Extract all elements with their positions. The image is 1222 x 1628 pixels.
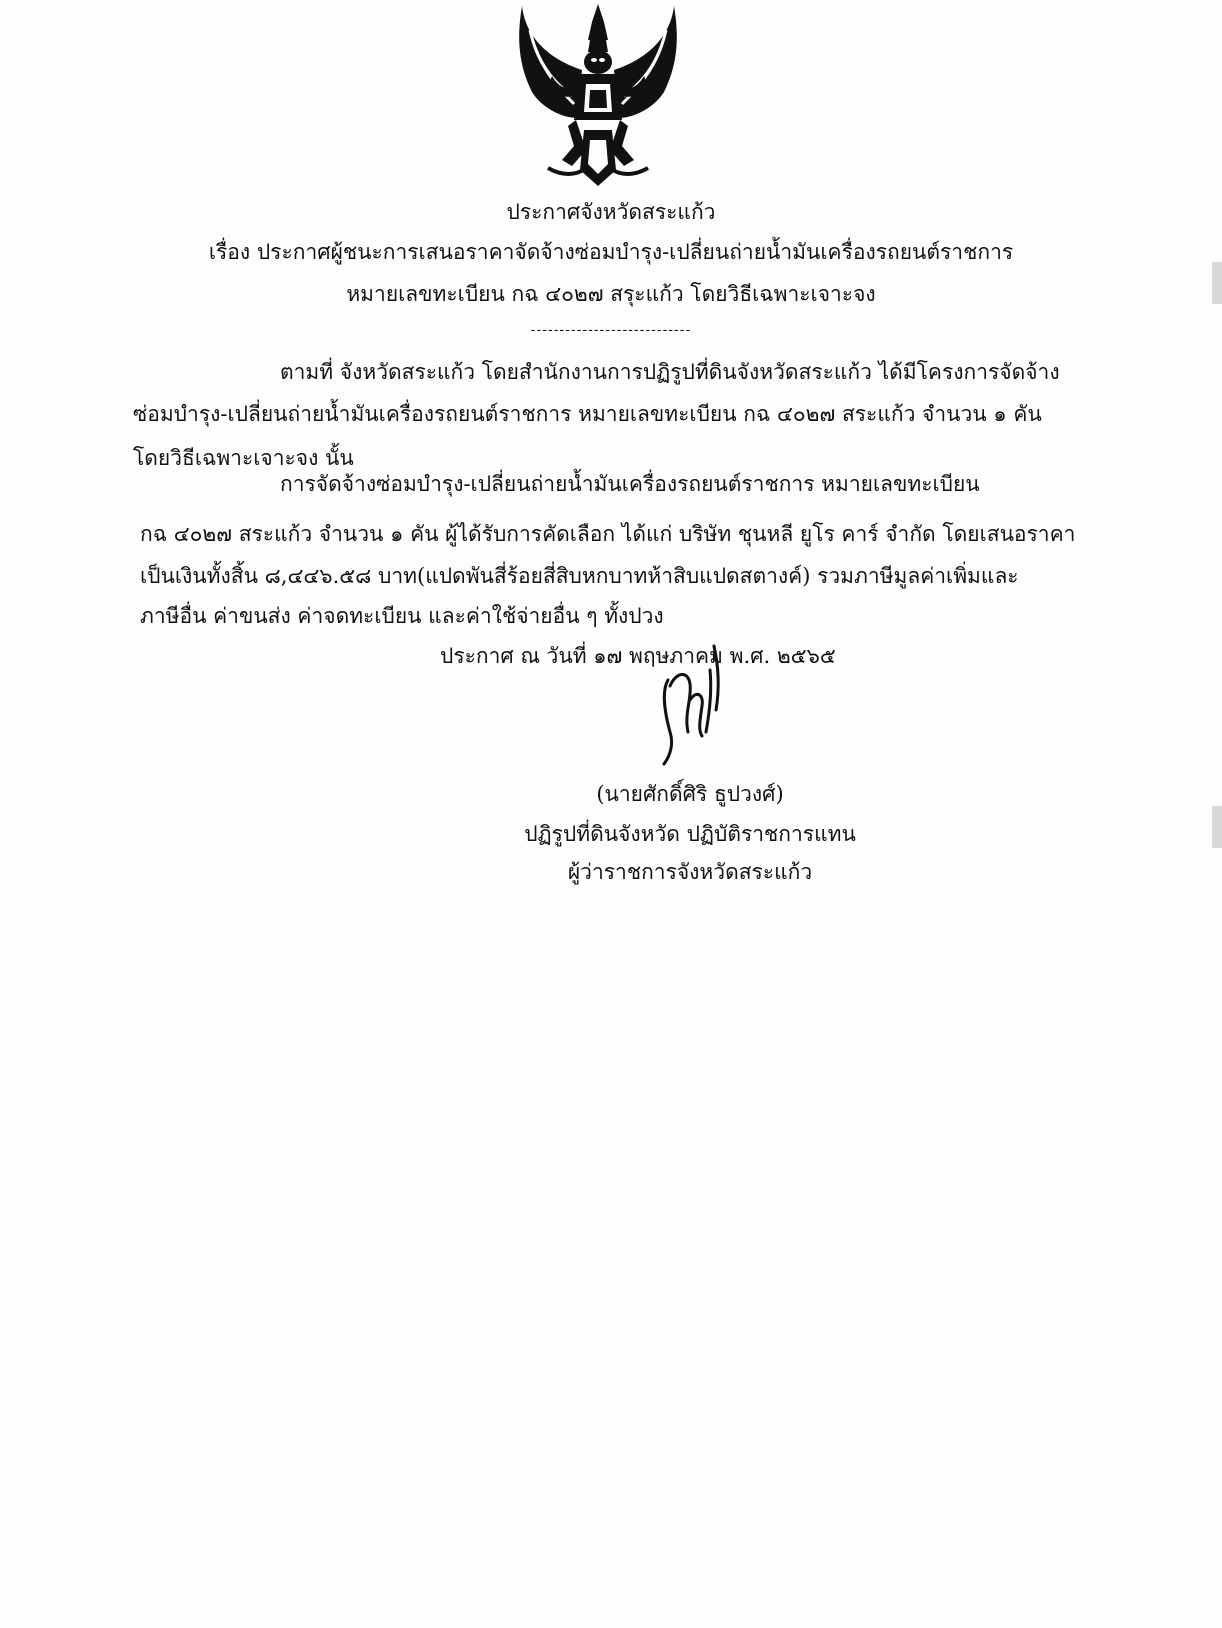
handwritten-signature [640, 640, 780, 770]
announcement-date: ประกาศ ณ วันที่ ๑๗ พฤษภาคม พ.ศ. ๒๕๖๕ [440, 644, 836, 668]
paragraph-1-line-1: ตามที่ จังหวัดสระแก้ว โดยสำนักงานการปฏิรูปที่ดินจังหวัดสระแก้ว ได้มีโครงการจัดจ้าง [280, 360, 1060, 384]
separator-line: ---------------------------- [530, 322, 692, 338]
paragraph-2-line-3: เป็นเงินทั้งสิ้น ๘,๔๔๖.๕๘ บาท(แปดพันสี่ร้อยสี่สิบหกบาทห้าสิบแปดสตางค์) รวมภาษีมูลค่าเพิ่มและ [140, 564, 1019, 588]
announcement-subject-line-2: หมายเลขทะเบียน กฉ ๔๐๒๗ สรุะแก้ว โดยวิธีเฉพาะเจาะจง [346, 282, 876, 306]
paragraph-1-line-3: โดยวิธีเฉพาะเจาะจง นั้น [133, 446, 354, 470]
signatory-position-2: ผู้ว่าราชการจังหวัดสระแก้ว [567, 860, 813, 884]
announcement-subject-line-1: เรื่อง ประกาศผู้ชนะการเสนอราคาจัดจ้างซ่อมบำรุง-เปลี่ยนถ่ายน้ำมันเครื่องรถยนต์ราชการ [208, 240, 1014, 264]
garuda-emblem [512, 0, 684, 192]
scan-edge-mark [1212, 262, 1222, 304]
signatory-position-1: ปฏิรูปที่ดินจังหวัด ปฏิบัติราชการแทน [524, 822, 856, 846]
paragraph-1-line-2: ซ่อมบำรุง-เปลี่ยนถ่ายน้ำมันเครื่องรถยนต์ราชการ หมายเลขทะเบียน กฉ ๔๐๒๗ สระแก้ว จำนวน ๑ คัน [133, 402, 1042, 426]
paragraph-2-line-1: การจัดจ้างซ่อมบำรุง-เปลี่ยนถ่ายน้ำมันเครื่องรถยนต์ราชการ หมายเลขทะเบียน [280, 472, 980, 496]
signatory-name: (นายศักดิ์ศิริ ธูปวงศ์) [596, 782, 784, 806]
announcement-title: ประกาศจังหวัดสระแก้ว [506, 200, 716, 224]
paragraph-2-line-2: กฉ ๔๐๒๗ สระแก้ว จำนวน ๑ คัน ผู้ได้รับการคัดเลือก ได้แก่ บริษัท ชุนหลี ยูโร คาร์ จำกัด โดยเสนอราคา [140, 522, 1076, 546]
paragraph-2-line-4: ภาษีอื่น ค่าขนส่ง ค่าจดทะเบียน และค่าใช้จ่ายอื่น ๆ ทั้งปวง [140, 604, 664, 628]
scan-edge-mark [1212, 806, 1222, 848]
